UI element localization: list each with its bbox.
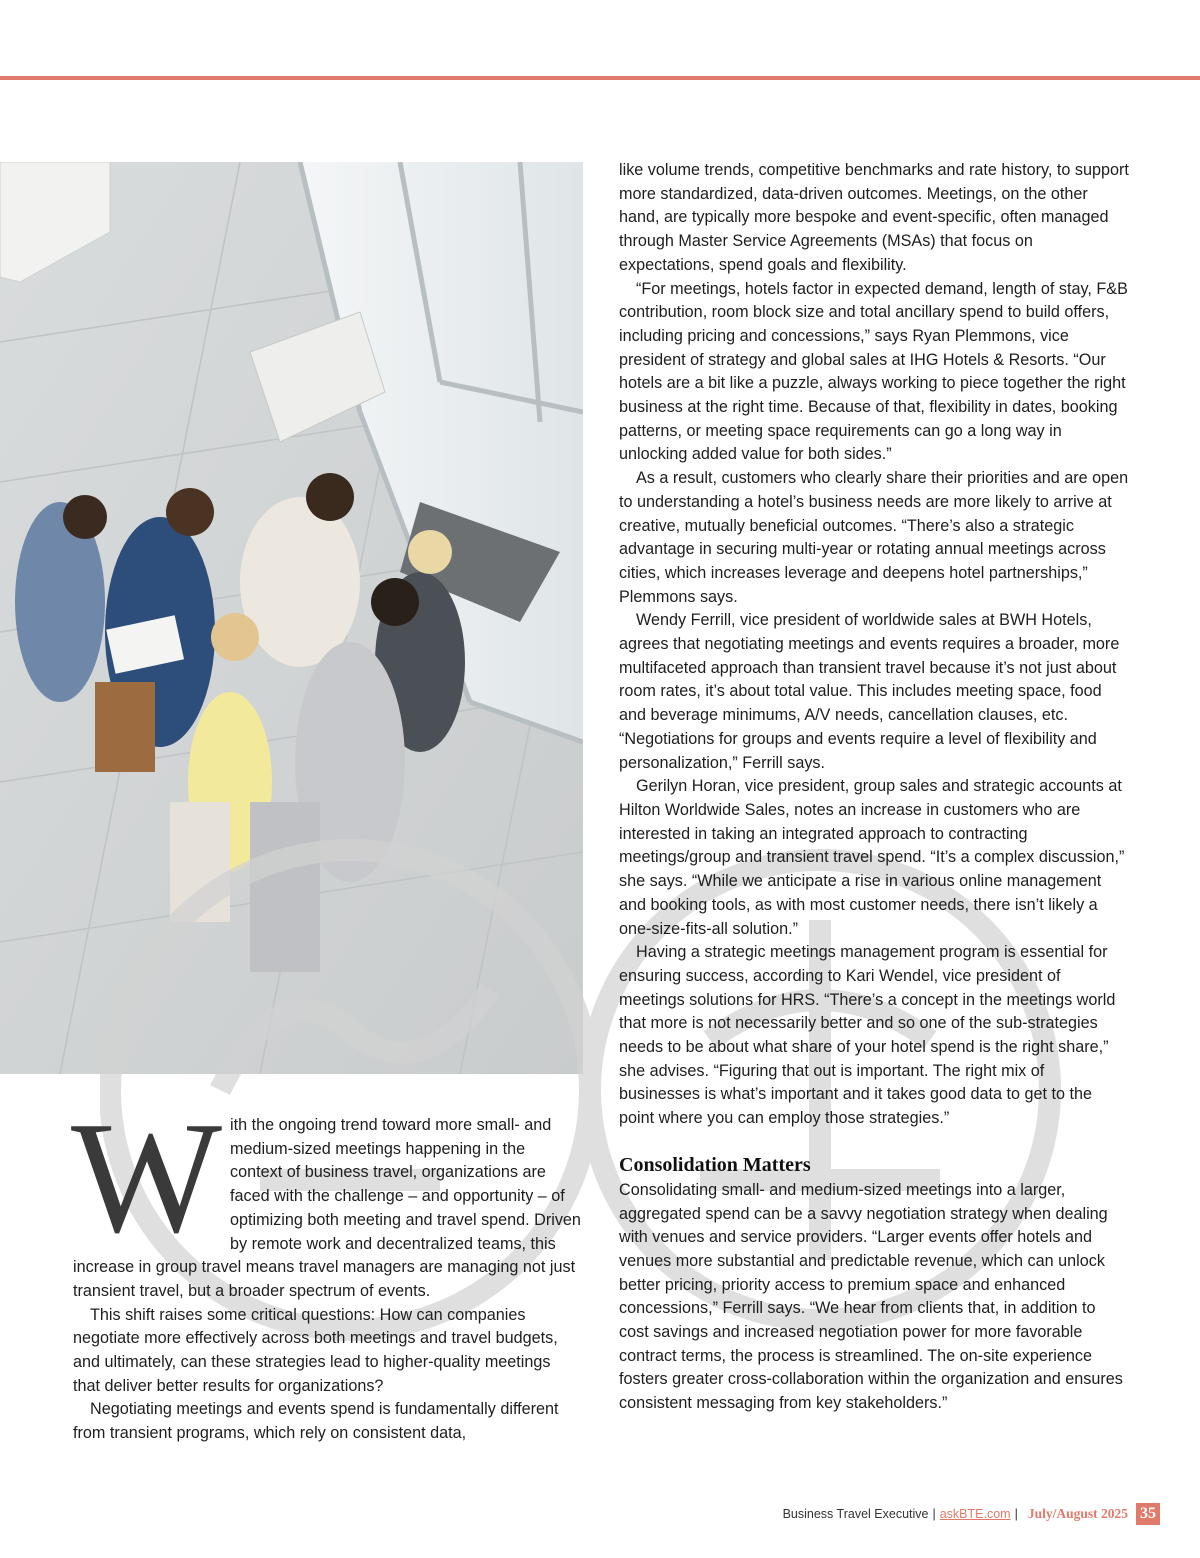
body-paragraph: Negotiating meetings and events spend is fundamentally different from transient programs, which rely on consistent data,	[73, 1400, 559, 1443]
page-number: 35	[1136, 1503, 1160, 1525]
drop-cap: W	[71, 1088, 223, 1266]
body-paragraph: “For meetings, hotels factor in expected demand, length of stay, F&B contribution, room block size and total ancillary spend to build offers, including pricing and concessions,” says Ryan Plemmons, vice president of strategy and global sales at IHG Hotels & Resorts. “Our hotels are a bit like a puzzle, always working to piece together the right business at the right time. Because of that, flexibility in dates, booking patterns, or meeting space requirements can go a long way in unlocking added value for both sides.”	[619, 279, 1128, 464]
body-paragraph: Consolidating small- and medium-sized meetings into a larger, aggregated spend can be a savvy negotiation strategy when dealing with venues and service providers. “Larger events offer hotels and venues more substantial and predictable revenue, which can unlock better pricing, priority access to premium space and enhanced concessions,” Ferrill says. “We hear from clients that, in addition to cost savings and increased negotiation power for more favorable contract terms, the process is streamlined. The on-site experience fosters greater cross-collaboration within the organization and ensures consistent messaging from key stakeholders.”	[619, 1180, 1123, 1413]
body-paragraph: As a result, customers who clearly share their priorities and are open to understanding a hotel’s business needs are more likely to arrive at creative, mutually beneficial outcomes. “There’s also a strategic advantage in securing multi-year or rotating annual meetings across cities, which increases leverage and deepens hotel partnerships,” Plemmons says.	[619, 469, 1129, 606]
website-link[interactable]: askBTE.com	[939, 1507, 1011, 1521]
body-paragraph: Gerilyn Horan, vice president, group sales and strategic accounts at Hilton Worldwide Sales, notes an increase in customers who are interested in taking an integrated approach to contracting meetings/group and transient travel spend. “It’s a complex discussion,” she says. “While we anticipate a rise in various online management and booking tools, as with most customer needs, there isn’t likely a one-size-fits-all solution.”	[619, 777, 1125, 938]
footer-separator: |	[932, 1507, 936, 1521]
publication-name: Business Travel Executive	[782, 1507, 929, 1521]
body-paragraph: Wendy Ferrill, vice president of worldwide sales at BWH Hotels, agrees that negotiating meetings and events requires a broader, more multifaceted approach than transient travel because it’s not just about room rates, it’s about total value. This includes meeting space, food and beverage minimums, A/V needs, cancellation clauses, etc. “Negotiations for groups and events require a level of flexibility and personalization,” Ferrill says.	[619, 611, 1120, 772]
lead-paragraph: ith the ongoing trend toward more small- and medium-sized meetings happening in the context of business travel, organizations are faced with the challenge – and opportunity – of optimizing both meeting and travel spend. Driven by remote work and decentralized teams, this increase in group travel means travel managers are managing not just transient travel, but a broader spectrum of events.	[73, 1116, 581, 1300]
right-column	[619, 159, 1129, 1416]
left-column	[71, 1088, 581, 1446]
body-paragraph: Having a strategic meetings management program is essential for ensuring success, according to Kari Wendel, vice president of meetings solutions for HRS. “There’s a concept in the meetings world that more is not necessarily better and so one of the sub-strategies needs to be about what share of your hotel spend is the right share,” she advises. “Figuring that out is important. The right mix of businesses is what’s important and it takes good data to get to the point where you can employ those strategies.”	[619, 943, 1116, 1128]
top-accent-rule	[0, 76, 1200, 80]
body-paragraph: This shift raises some critical questions: How can companies negotiate more effectively across both meetings and travel budgets, and ultimately, can these strategies lead to higher-quality meetings that deliver better results for organizations?	[73, 1305, 558, 1395]
article-photo	[0, 162, 583, 1074]
section-heading: Consolidation Matters	[619, 1153, 811, 1176]
footer-separator: |	[1014, 1507, 1018, 1521]
body-paragraph: like volume trends, competitive benchmarks and rate history, to support more standardized, data-driven outcomes. Meetings, on the other hand, are typically more bespoke and event-specific, often managed through Master Service Agreements (MSAs) that focus on expectations, spend goals and flexibility.	[619, 161, 1129, 274]
page-footer	[783, 1503, 1160, 1525]
issue-date: July/August 2025	[1027, 1506, 1128, 1521]
